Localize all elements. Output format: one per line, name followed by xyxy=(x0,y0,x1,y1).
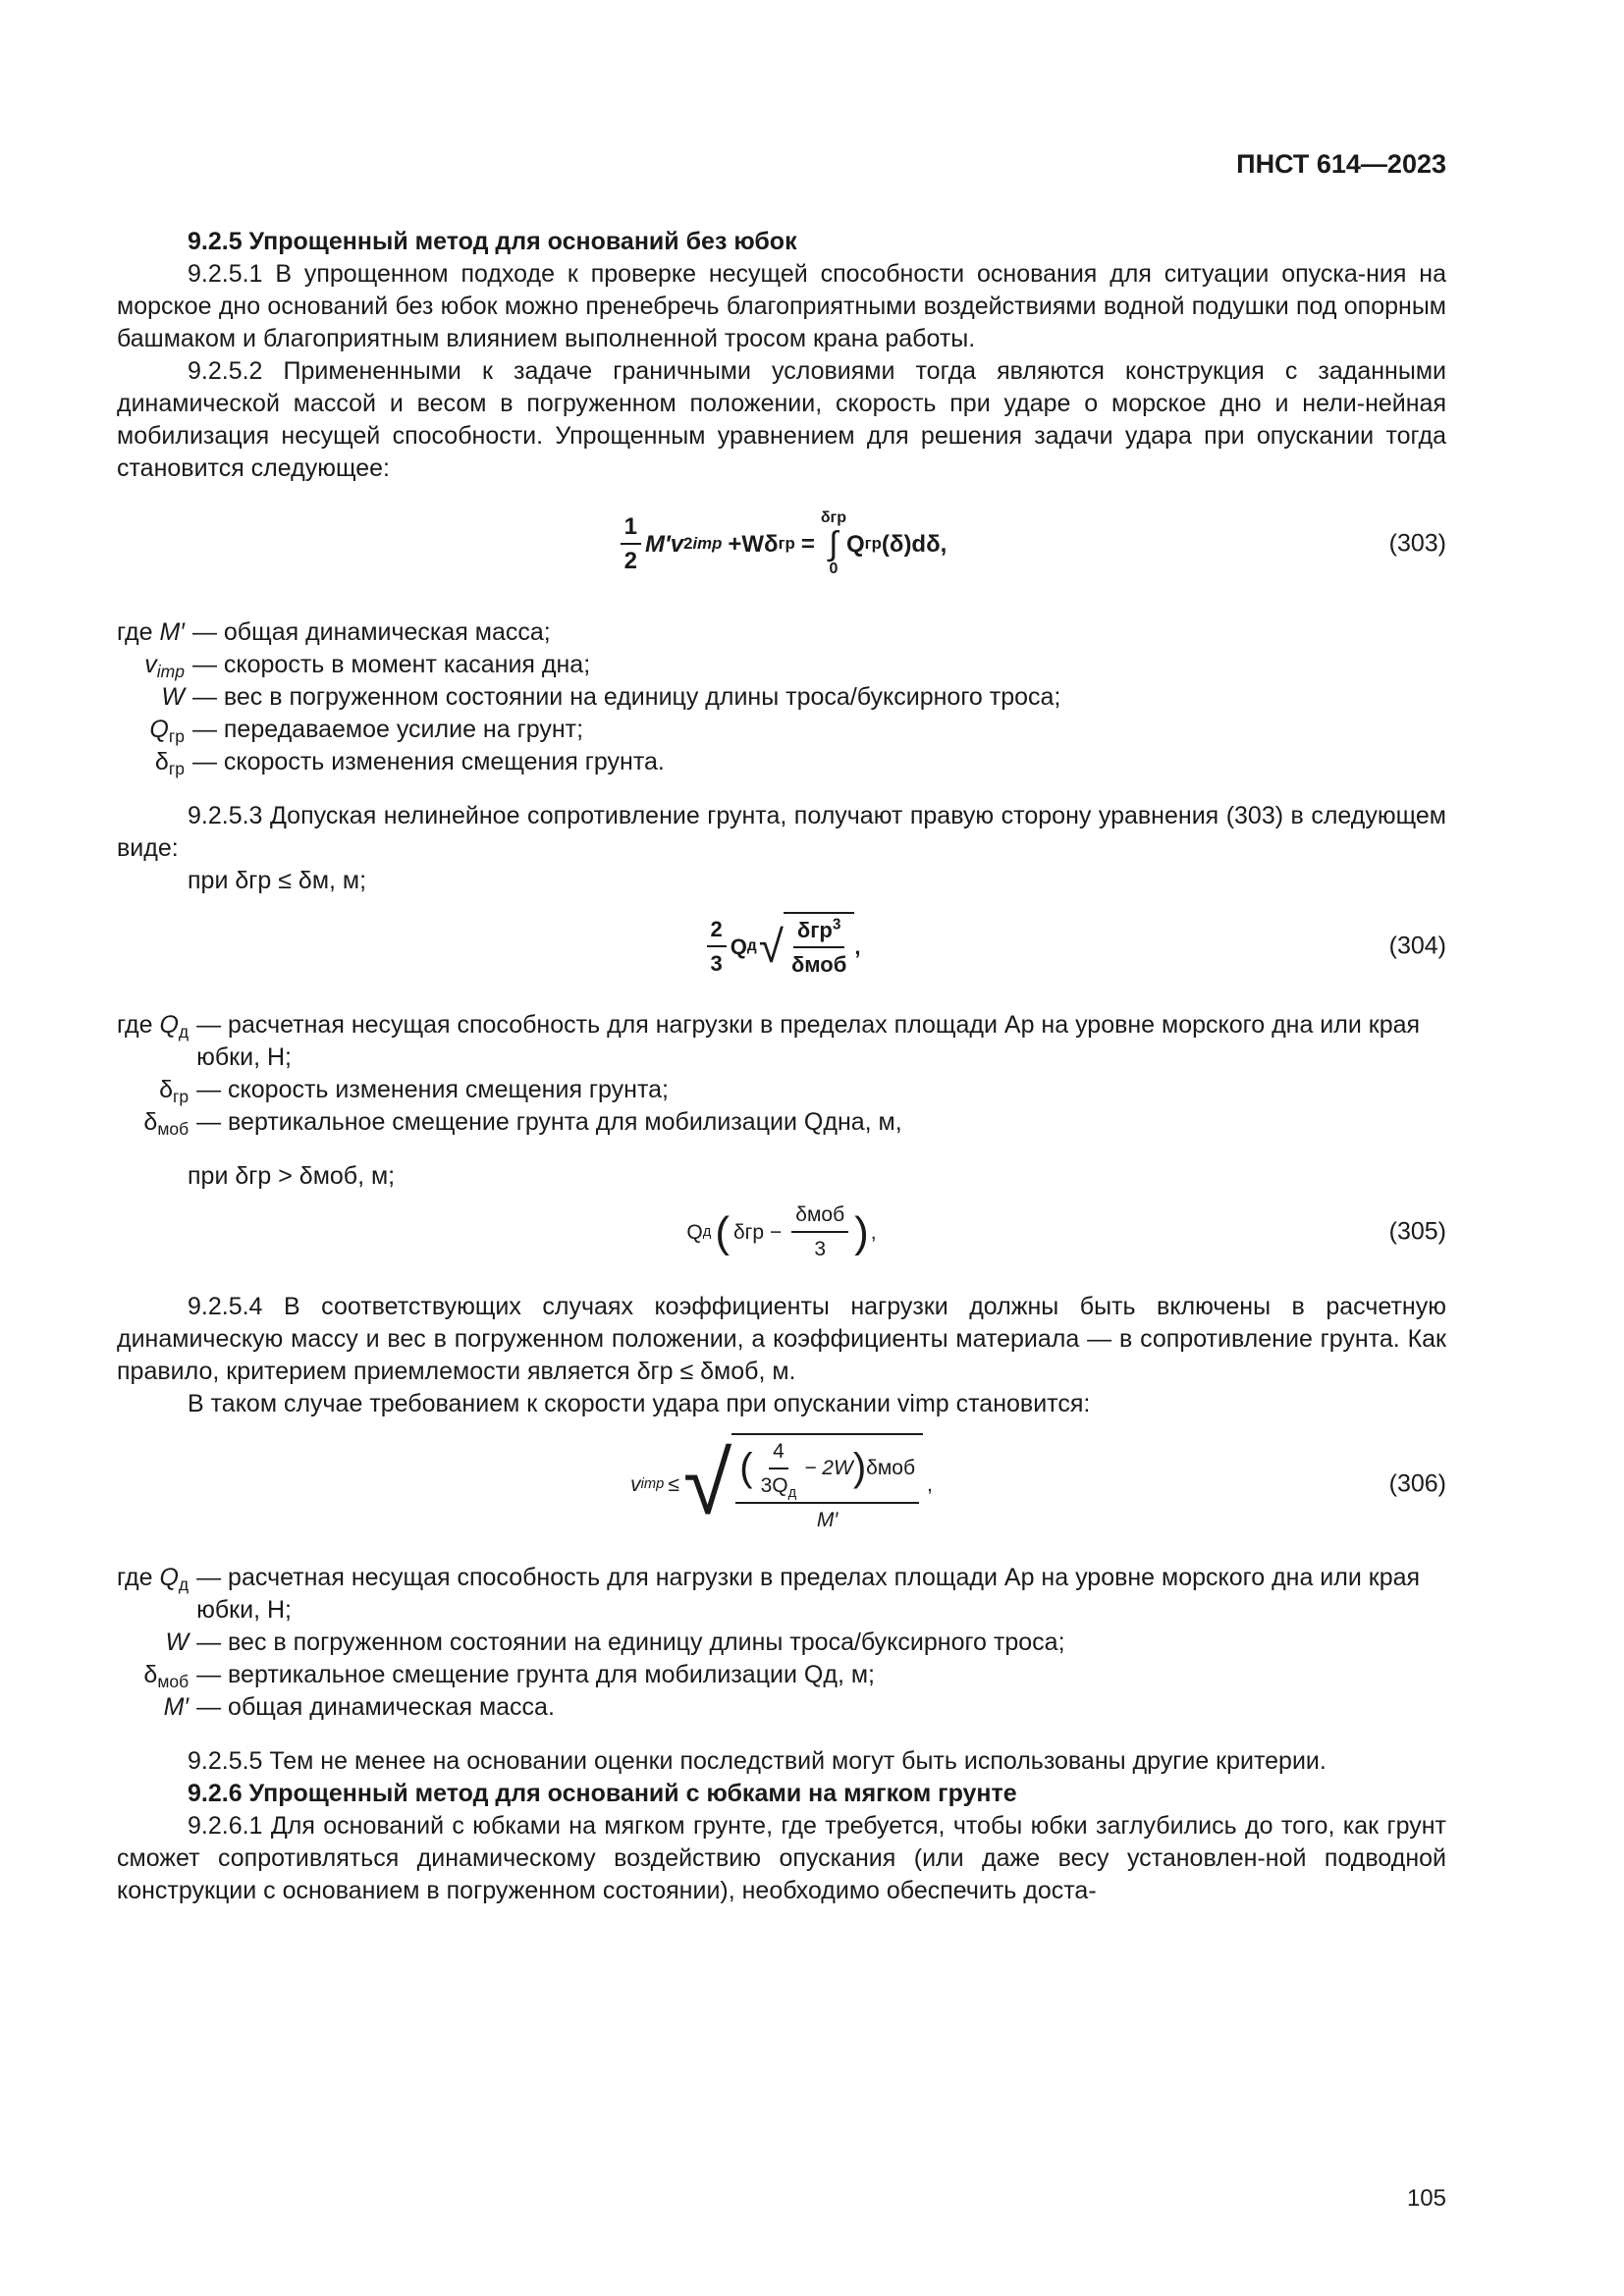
eq-integral-upper: δгр xyxy=(820,509,846,526)
eq-tail: , xyxy=(926,1472,933,1496)
sqrt-icon: √ xyxy=(758,920,784,972)
eq-delta-mob: δмоб xyxy=(866,1457,915,1479)
where-desc: — вес в погруженном состоянии на единицу длины троса/буксирного троса; xyxy=(196,1629,1065,1656)
where-key: где $Q_д$ xyxy=(117,1564,189,1594)
where-desc: — вертикальное смещение грунта для мобилизации Qд, м; xyxy=(196,1661,875,1688)
where-desc: — вертикальное смещение грунта для мобилизации Qдна, м, xyxy=(196,1108,902,1136)
paragraph: 9.2.5.1 В упрощенном подходе к проверке несущей способности основания для ситуации опуска-ния на морское дно оснований без юбок можно пренебречь благоприятными воздействиями водной подушки под опорным башмаком и благоприятным влиянием выполненной тросом крана работы. xyxy=(117,260,1446,352)
where-desc: — вес в погруженном состоянии на единицу длины троса/буксирного троса; xyxy=(191,683,1061,711)
where-key: $\delta_{гр}$ xyxy=(154,748,185,778)
equation-303: $\frac{1}{2}$ M′ v 2 imp +W δ гр = δгр ∫ 0 Q гр (δ)dδ, (303) xyxy=(117,485,1446,603)
left-paren-icon: ( xyxy=(739,1446,753,1489)
eq-fraction-denominator: M′ xyxy=(816,1508,839,1531)
document-code: ПНСТ 614—2023 xyxy=(1236,149,1446,179)
eq-fraction-denominator: 3 xyxy=(814,1238,827,1260)
where-key: W xyxy=(165,1629,189,1656)
paragraph: 9.2.5.3 Допуская нелинейное сопротивление грунта, получают правую сторону уравнения (303) в следующем виде: xyxy=(117,802,1446,862)
eq-tail: (δ)dδ, xyxy=(881,530,947,558)
eq-less-equal: ≤ xyxy=(668,1472,679,1496)
eq-sqrt-numerator: δгр xyxy=(796,918,833,942)
eq-symbol-delta: δ xyxy=(764,530,779,558)
eq-tail: , xyxy=(854,934,861,959)
where-desc: — расчетная несущая способность для нагрузки в пределах площади Ap на уровне морского дна или края юбки, Н; xyxy=(196,1011,1421,1071)
paragraph: В таком случае требованием к скорости удара при опускании vimp становится: xyxy=(188,1390,1091,1417)
condition: при δгр > δмоб, м; xyxy=(188,1162,396,1190)
eq-symbol-capacity: Q xyxy=(730,934,747,959)
eq-fraction-denominator: 3Q xyxy=(760,1473,788,1497)
right-paren-icon: ) xyxy=(852,1446,867,1489)
eq-integral-lower: 0 xyxy=(829,561,839,577)
eq-fraction-numerator: δмоб xyxy=(791,1199,848,1233)
where-list-306 xyxy=(117,1562,1446,1724)
eq-minus: − xyxy=(770,1220,783,1244)
paragraph: 9.2.6.1 Для оснований с юбками на мягком грунте, где требуется, чтобы юбки заглубились до того, как грунт сможет сопротивляться динамическому воздействию опускания (или даже весу установлен-ной подводной конструкции с основанием в погруженном состоянии), необходимо обеспечить доста- xyxy=(117,1812,1446,1904)
eq-tail: , xyxy=(870,1220,877,1244)
paragraph: 9.2.5.2 Примененными к задаче граничными условиями тогда являются конструкция с заданными динамической массой и весом в погруженном положении, скорость при ударе о морское дно и нели-нейная мобилизация несущей способности. Упрощенным уравнением для решения задачи удара при опускании тогда становится следующее: xyxy=(117,357,1446,482)
eq-exponent: 3 xyxy=(832,916,841,934)
where-key: W xyxy=(161,683,185,711)
where-key: $\delta_{гр}$ xyxy=(159,1076,189,1106)
where-desc: — скорость изменения смещения грунта; xyxy=(196,1076,669,1103)
left-paren-icon: ( xyxy=(715,1207,730,1256)
page-content xyxy=(117,226,1446,1907)
where-desc: — передаваемое усилие на грунт; xyxy=(191,716,584,743)
where-list-304 xyxy=(117,1009,1446,1139)
equation-306 xyxy=(117,1420,1446,1548)
eq-subscript: imp xyxy=(692,534,723,553)
section-title: 9.2.6 Упрощенный метод для оснований с юбками на мягком грунте xyxy=(188,1780,1017,1807)
where-desc: — общая динамическая масса; xyxy=(191,618,551,646)
section-title: 9.2.5 Упрощенный метод для оснований без юбок xyxy=(188,228,797,255)
condition: при δгр ≤ δм, м; xyxy=(188,867,367,894)
where-desc: — расчетная несущая способность для нагрузки в пределах площади Ap на уровне морского дна или края юбки, Н; xyxy=(196,1564,1421,1624)
equation-number: (303) xyxy=(1388,529,1446,558)
where-key: где $Q_д$ xyxy=(117,1011,189,1041)
eq-equals: = xyxy=(800,530,815,558)
eq-term-weight: − 2W xyxy=(804,1457,853,1479)
equation-304: $\frac{2}{3}$ Q д √ $\frac{\delta гр^3}{\text{δмоб}}$ , (304) xyxy=(117,897,1446,995)
equation-number: (305) xyxy=(1388,1217,1446,1246)
where-key: M′ xyxy=(163,1693,189,1721)
where-key: $v_{imp}$ xyxy=(144,651,185,681)
eq-subscript: д xyxy=(787,1484,797,1501)
paragraph: 9.2.5.4 В соответствующих случаях коэффициенты нагрузки должны быть включены в расчетную динамическую массу и вес в погруженном положении, а коэффициенты материала — в сопротивление грунта. Как правило, критерием приемлемости является δгр ≤ δмоб, м. xyxy=(117,1293,1446,1385)
where-desc: — общая динамическая масса. xyxy=(196,1693,555,1721)
where-desc: — скорость изменения смещения грунта. xyxy=(191,748,665,775)
eq-sqrt-denominator: δмоб xyxy=(790,952,847,977)
where-list-303 xyxy=(117,616,1446,778)
right-paren-icon: ) xyxy=(854,1207,869,1256)
eq-term-weight: +W xyxy=(728,530,764,558)
equation-number: (306) xyxy=(1388,1469,1446,1498)
eq-integral-sign: ∫ xyxy=(829,525,839,562)
eq-subscript: imp xyxy=(640,1476,665,1492)
eq-symbol-force: Q xyxy=(845,530,865,558)
where-key: $\delta_{моб}$ xyxy=(143,1661,189,1691)
eq-fraction-denominator: 3 xyxy=(710,951,723,976)
where-key: $Q_{гр}$ xyxy=(149,716,185,746)
eq-delta-gr: δгр xyxy=(732,1220,764,1244)
eq-symbol-capacity: Q xyxy=(686,1220,703,1244)
where-key: $\delta_{моб}$ xyxy=(143,1108,189,1139)
eq-symbol-velocity: v xyxy=(670,530,684,558)
eq-fraction-numerator: 4 xyxy=(769,1435,788,1469)
page-number: 105 xyxy=(1406,2185,1446,2212)
eq-fraction-numerator: 1 xyxy=(621,510,641,545)
eq-symbol-mass: M′ xyxy=(645,530,671,558)
where-key: где M′ xyxy=(117,618,185,646)
equation-305: Q д ( δгр − $\frac{\text{δмоб}}{3}$ ) , (305) xyxy=(117,1193,1446,1271)
eq-symbol-velocity: v xyxy=(630,1472,641,1496)
paragraph: 9.2.5.5 Тем не менее на основании оценки последствий могут быть использованы другие критерии. xyxy=(188,1747,1326,1775)
eq-fraction-denominator: 2 xyxy=(623,548,638,574)
where-desc: — скорость в момент касания дна; xyxy=(191,651,591,678)
sqrt-icon: √ xyxy=(682,1435,732,1533)
equation-number: (304) xyxy=(1388,932,1446,960)
eq-fraction-numerator: 2 xyxy=(707,913,727,947)
